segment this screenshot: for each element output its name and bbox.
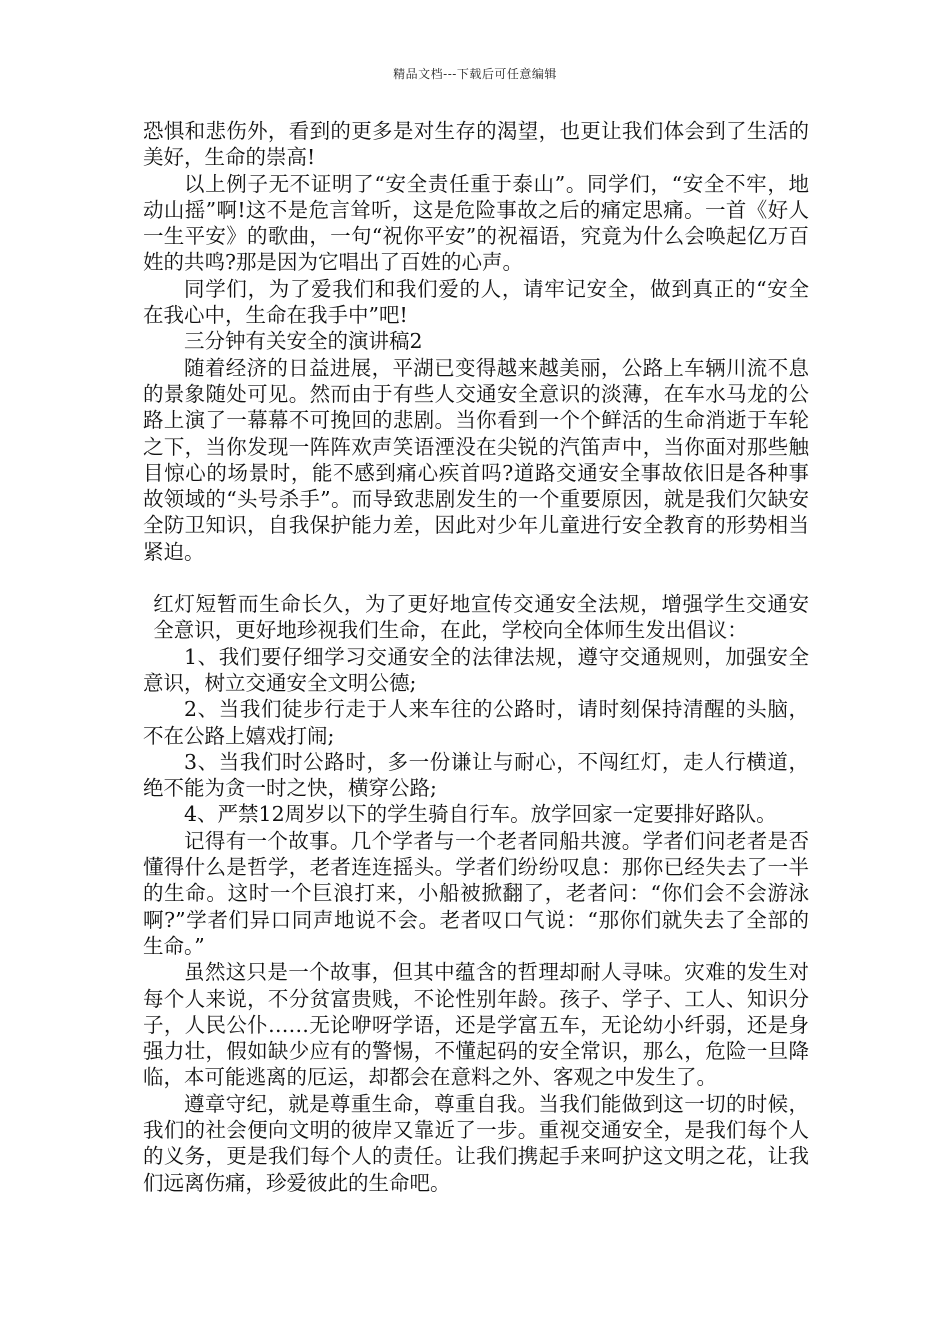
paragraph-continuation: 恐惧和悲伤外，看到的更多是对生存的渴望，也更让我们体会到了生活的美好，生命的崇高! (143, 119, 809, 170)
list-item-2: 2、当我们徒步行走于人来车往的公路时，请时刻保持清醒的头脑，不在公路上嬉戏打闹; (143, 697, 809, 748)
paragraph-story: 记得有一个故事。几个学者与一个老者同船共渡。学者们问老者是否懂得什么是哲学，老者连连摇头。学者们纷纷叹息：那你已经失去了一半的生命。这时一个巨浪打来，小船被掀翻了，老者问：“你们会不会游泳啊?”学者们异口同声地说不会。老者叹口气说：“那你们就失去了全部的生命。” (143, 828, 809, 958)
list-item-4: 4、严禁12周岁以下的学生骑自行车。放学回家一定要排好路队。 (184, 802, 777, 827)
paragraph-traffic-intro: 随着经济的日益进展，平湖已变得越来越美丽，公路上车辆川流不息的景象随处可见。然而由于有些人交通安全意识的淡薄，在车水马龙的公路上演了一幕幕不可挽回的悲剧。当你看到一个个鲜活的生命消逝于车轮之下，当你发现一阵阵欢声笑语湮没在尖锐的汽笛声中，当你面对那些触目惊心的场景时，能不感到痛心疾首吗?道路交通安全事故依旧是各种事故领域的“头号杀手”。而导致悲剧发生的一个重要原因，就是我们欠缺安全防卫知识，自我保护能力差，因此对少年儿童进行安全教育的形势相当紧迫。 (143, 355, 809, 564)
document-body (143, 118, 809, 1196)
paragraph-story-meaning: 虽然这只是一个故事，但其中蕴含的哲理却耐人寻味。灾难的发生对每个人来说，不分贫富贵贱，不论性别年龄。孩子、学子、工人、知识分子，人民公仆……无论咿呀学语，还是学富五车，无论幼小纤弱，还是身强力壮，假如缺少应有的警惕，不懂起码的安全常识，那么，危险一旦降临，本可能逃离的厄运，却都会在意料之外、客观之中发生了。 (143, 960, 809, 1090)
section-heading: 三分钟有关安全的演讲稿2 (184, 329, 423, 354)
paragraph-safety-responsibility: 以上例子无不证明了“安全责任重于泰山”。同学们，“安全不牢，地动山摇”啊!这不是危言耸听，这是危险事故之后的痛定思痛。一首《好人一生平安》的歌曲，一句“祝你平安”的祝福语，究竟为什么会唤起亿万百姓的共鸣?那是因为它唱出了百姓的心声。 (143, 171, 809, 275)
paragraph-conclusion: 遵章守纪，就是尊重生命，尊重自我。当我们能做到这一切的时候，我们的社会便向文明的彼岸又靠近了一步。重视交通安全，是我们每个人的义务，更是我们每个人的责任。让我们携起手来呵护这文明之花，让我们远离伤痛，珍爱彼此的生命吧。 (143, 1091, 809, 1195)
list-item-3: 3、当我们时公路时，多一份谦让与耐心，不闯红灯，走人行横道，绝不能为贪一时之快，横穿公路; (143, 749, 809, 801)
paragraph-proposal: 红灯短暂而生命长久，为了更好地宣传交通安全法规，增强学生交通安全意识，更好地珍视我们生命，在此，学校向全体师生发出倡议： (153, 592, 809, 643)
page-header: 精品文档---下载后可任意编辑 (393, 67, 557, 81)
list-item-1: 1、我们要仔细学习交通安全的法律法规，遵守交通规则，加强安全意识，树立交通安全文明公德; (143, 644, 809, 695)
paragraph-remember-safety: 同学们，为了爱我们和我们爱的人，请牢记安全，做到真正的“安全在我心中，生命在我手中”吧! (143, 276, 809, 328)
